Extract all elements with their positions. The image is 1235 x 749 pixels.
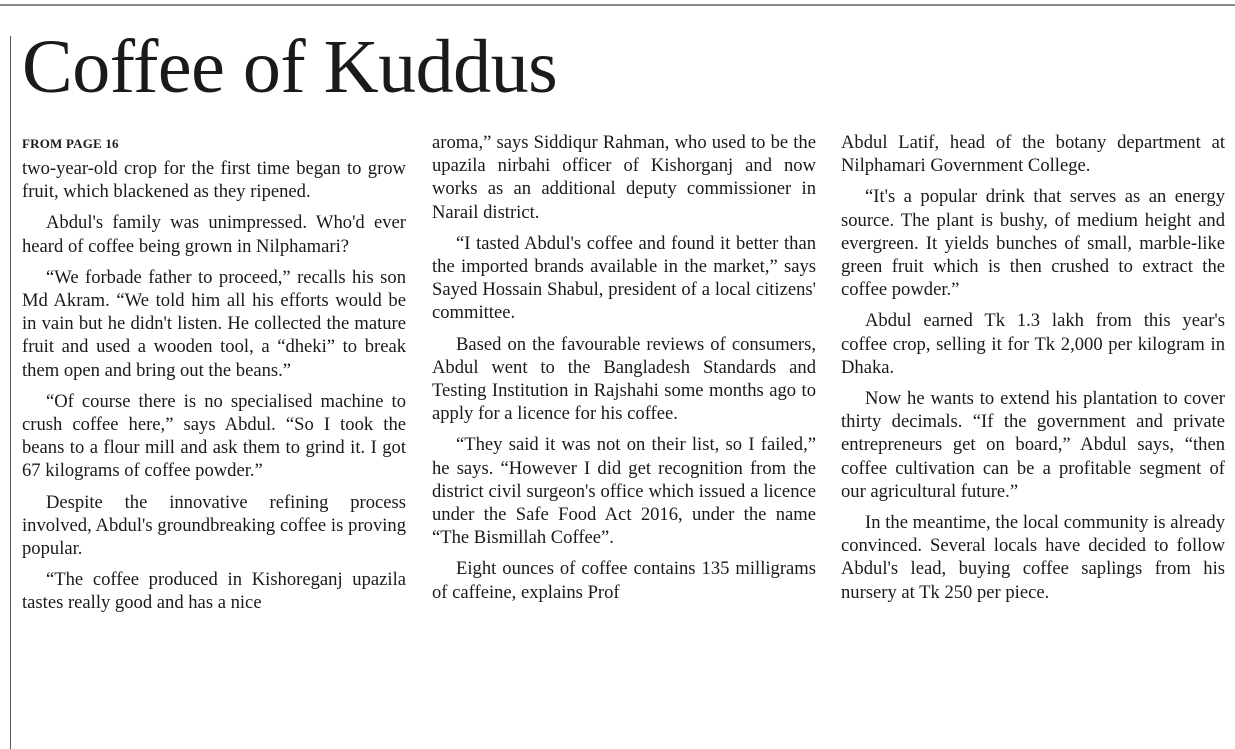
paragraph: Abdul Latif, head of the botany department at Nilphamari Government College. xyxy=(841,132,1225,177)
paragraph: Now he wants to extend his plantation to cover thirty decimals. “If the government and private entrepreneurs get on board,” Abdul says, “then coffee cultivation can be a profitable segment of our agricultural future.” xyxy=(841,388,1225,502)
paragraph: Abdul's family was unimpressed. Who'd ever heard of coffee being grown in Nilphamari? xyxy=(22,212,406,257)
paragraph: “It's a popular drink that serves as an energy source. The plant is bushy, of medium height and evergreen. It yields bunches of small, marble-like green fruit which is then crushed to extract the coffee powder.” xyxy=(841,186,1225,301)
paragraph: “They said it was not on their list, so I failed,” he says. “However I did get recognition from the district civil surgeon's office which issued a licence under the Safe Food Act 2016, under the name “The Bismillah Coffee”. xyxy=(432,434,816,549)
column-rule xyxy=(10,36,11,749)
continued-from-label: FROM PAGE 16 xyxy=(22,136,119,151)
paragraph: “Of course there is no specialised machine to crush coffee here,” says Abdul. “So I took the beans to a flour mill and ask them to grind it. I got 67 kilograms of coffee powder.” xyxy=(22,390,406,482)
paragraph: Despite the innovative refining process involved, Abdul's groundbreaking coffee is proving popular. xyxy=(22,491,406,560)
paragraph: In the meantime, the local community is already convinced. Several locals have decided to follow Abdul's lead, buying coffee saplings from his nursery at Tk 250 per piece. xyxy=(841,512,1225,603)
paragraph: Based on the favourable reviews of consumers, Abdul went to the Bangladesh Standards and Testing Institution in Rajshahi some months ago to apply for a licence for his coffee. xyxy=(432,333,816,425)
top-rule xyxy=(0,4,1235,6)
paragraph: aroma,” says Siddiqur Rahman, who used to be the upazila nirbahi officer of Kishorganj and now works as an additional deputy commissioner in Narail district. xyxy=(432,132,816,223)
paragraph: two-year-old crop for the first time began to grow fruit, which blackened as they ripened. xyxy=(22,158,406,203)
article-column-1 xyxy=(22,131,406,749)
paragraph: Eight ounces of coffee contains 135 milligrams of caffeine, explains Prof xyxy=(432,558,816,603)
headline: Coffee of Kuddus xyxy=(22,25,558,109)
kicker-spacer xyxy=(22,131,406,157)
article-column-2 xyxy=(432,131,816,749)
paragraph: “We forbade father to proceed,” recalls his son Md Akram. “We told him all his efforts would be in vain but he didn't listen. He collected the mature fruit and used a wooden tool, a “dheki” to break them open and bring out the beans.” xyxy=(22,266,406,381)
article-column-3 xyxy=(841,131,1225,749)
paragraph: “The coffee produced in Kishoreganj upazila tastes really good and has a nice xyxy=(22,569,406,614)
paragraph: Abdul earned Tk 1.3 lakh from this year's coffee crop, selling it for Tk 2,000 per kilogram in Dhaka. xyxy=(841,310,1225,378)
paragraph: “I tasted Abdul's coffee and found it better than the imported brands available in the market,” says Sayed Hossain Shabul, president of a local citizens' committee. xyxy=(432,232,816,324)
